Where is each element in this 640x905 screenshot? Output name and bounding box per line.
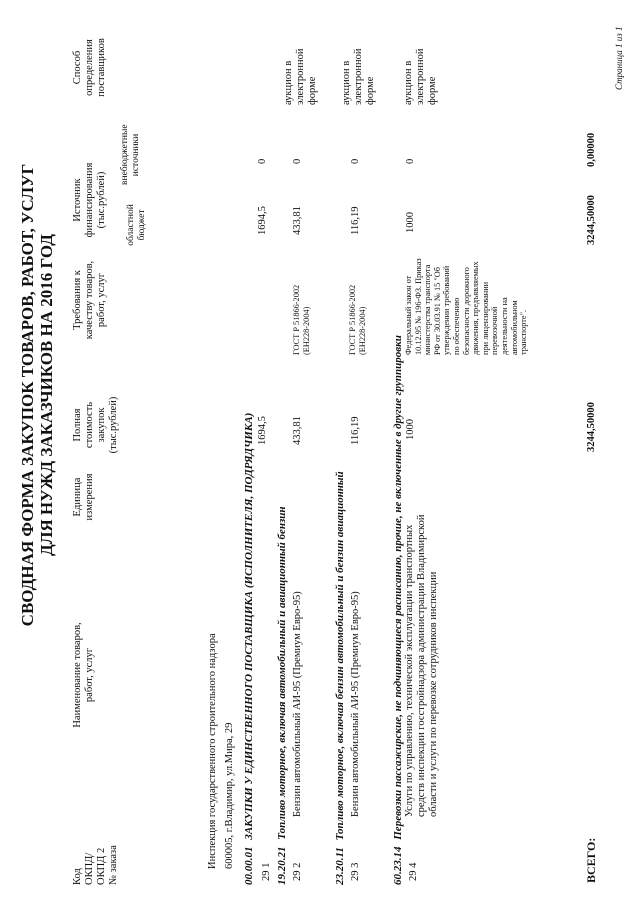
header-requirements: Требования к качеству товаров, работ, услуг <box>72 260 107 340</box>
section-3 <box>334 471 347 885</box>
section-1 <box>243 413 256 885</box>
row-2-requirements: ГОСТ Р 51866-2002 (ЕН228-2004) <box>292 284 311 355</box>
row-4-extra: 0 <box>405 158 416 164</box>
section-1-code: 00.00.01 <box>243 846 255 885</box>
row-4-cost: 1000 <box>405 419 416 440</box>
row-2-method: аукцион в электронной форме <box>283 48 318 105</box>
row-2-name: Бензин автомобильный АИ-95 (Премиум Евро-95) <box>292 591 303 817</box>
row-4-name: Услуги по управлению, технической эксплуатации транспортных средств инспекции госстройнадзора администрации Владимирской области и услуги по перевозке сотрудников инспекции <box>404 514 439 817</box>
total-cost: 3244,50000 <box>586 402 597 452</box>
row-4-regional: 1000 <box>405 212 416 233</box>
row-1-number: 29 1 <box>261 862 272 881</box>
customer-name: Инспекция государственного строительного надзора <box>207 633 218 869</box>
form-title-line-1: СВОДНАЯ ФОРМА ЗАКУПОК ТОВАРОВ, РАБОТ, УСЛУГ <box>18 163 37 627</box>
row-4-method: аукцион в электронной форме <box>403 48 438 105</box>
row-1-extra: 0 <box>257 158 268 164</box>
row-3-cost: 116,19 <box>350 416 361 445</box>
header-source-extra: внебюджетные источники <box>120 124 141 185</box>
row-2-number: 29 2 <box>292 862 303 881</box>
header-code: Код ОКПД/ ОКПД 2 № заказа <box>72 845 119 885</box>
row-4-requirements: Федеральный закон от 10.12.95 № 196-ФЗ. Приказ министерства транспорта РФ от 30.03.91 № 15 "Об утверждении требований по обеспечению безопасности дорожного движения, предъявляемых при лицензировании перевозочной деятельности на автомобильном транспорте". <box>404 258 529 355</box>
section-2 <box>276 506 289 885</box>
row-2-cost: 433,81 <box>292 416 303 445</box>
row-3-method: аукцион в электронной форме <box>341 48 376 105</box>
section-4-code: 60.23.14 <box>392 846 404 885</box>
customer-address: 600005, г.Владимир, ул.Мира, 29 <box>224 722 235 869</box>
page-footer: Страница 1 из 1 <box>614 26 624 90</box>
row-1-cost: 1694,5 <box>257 416 268 445</box>
row-4-number: 29 4 <box>408 862 419 881</box>
row-3-regional: 116,19 <box>350 206 361 235</box>
header-unit: Единица измерения <box>72 473 95 521</box>
section-2-code: 19.20.21 <box>276 846 288 885</box>
header-cost: Полная стоимость закупок (тыс.рублей) <box>72 396 119 454</box>
form-title <box>18 135 56 655</box>
total-regional: 3244,50000 <box>586 195 597 245</box>
header-source-regional: областной бюджет <box>126 204 147 246</box>
section-3-code: 23.20.11 <box>334 847 346 885</box>
total-extra: 0,00000 <box>586 132 597 167</box>
section-2-title: Топливо моторное, включая автомобильный и авиационный бензин <box>276 506 288 840</box>
header-name: Наименование товаров, работ, услуг <box>72 622 95 728</box>
header-method: Способ определения поставщиков <box>72 38 107 97</box>
total-label: ВСЕГО: <box>584 837 598 883</box>
form-title-line-2: ДЛЯ НУЖД ЗАКАЗЧИКОВ НА 2016 ГОД <box>37 234 56 556</box>
section-3-title: Топливо моторное, включая бензин автомобильный и бензин авиационный <box>334 471 346 841</box>
row-2-regional: 433,81 <box>292 206 303 235</box>
section-1-title: ЗАКУПКИ У ЕДИНСТВЕННОГО ПОСТАВЩИКА (ИСПОЛНИТЕЛЯ, ПОДРЯДЧИКА) <box>243 412 255 840</box>
row-3-extra: 0 <box>350 158 361 164</box>
row-3-requirements: ГОСТ Р 51866-2002 (ЕН228-2004) <box>348 284 367 355</box>
row-2-extra: 0 <box>292 158 303 164</box>
row-1-regional: 1694,5 <box>257 206 268 235</box>
row-3-name: Бензин автомобильный АИ-95 (Премиум Евро-95) <box>350 591 361 817</box>
header-source: Источник финансирования (тыс.рублей) <box>72 162 107 238</box>
row-3-number: 29 3 <box>350 862 361 881</box>
section-4-title: Перевозки пассажирские, не подчиняющиеся расписанию, прочие, не включенные в другие группировки <box>392 335 404 840</box>
